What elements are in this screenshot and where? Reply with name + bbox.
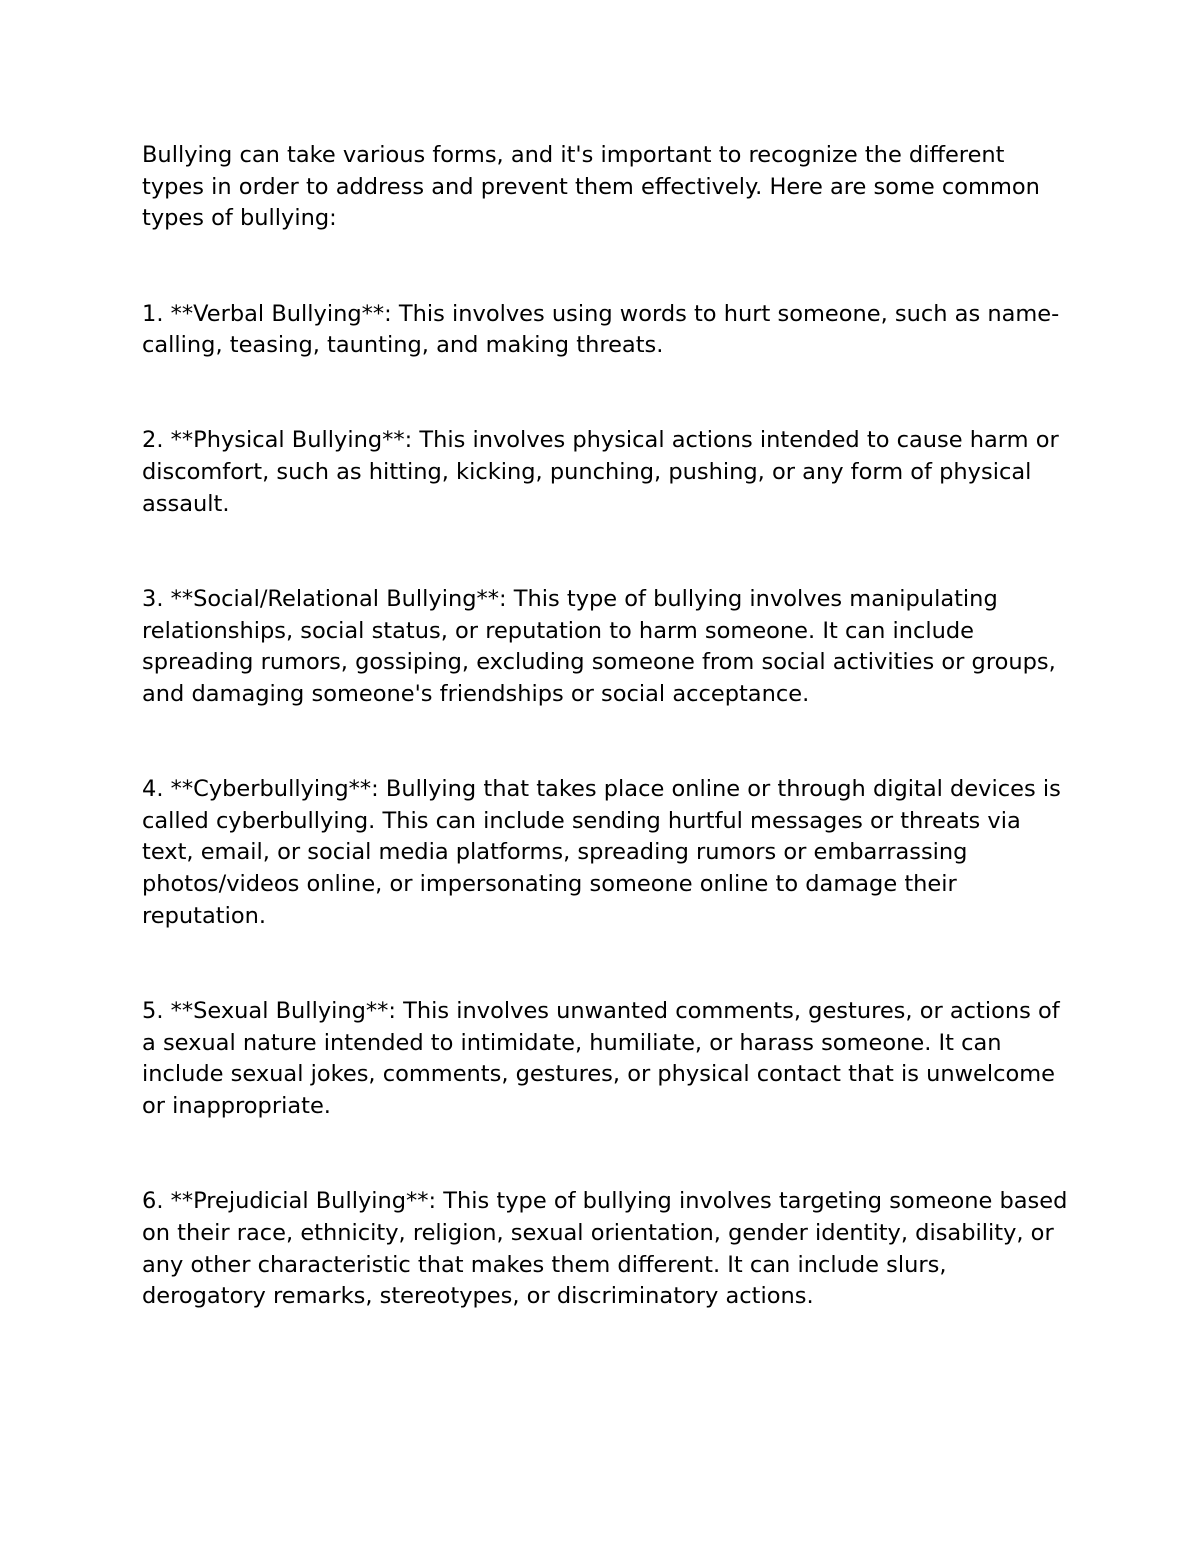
list-item-social-relational-bullying: 3. **Social/Relational Bullying**: This type of bullying involves manipulating relationships, social status, or reputation to harm someone. It can include spreading rumors, gossiping, excluding someone from social activities or groups, and damaging someone's friendships or social acceptance. [142,585,1056,707]
list-item-sexual-bullying: 5. **Sexual Bullying**: This involves unwanted comments, gestures, or actions of a sexual nature intended to intimidate, humiliate, or harass someone. It can include sexual jokes, comments, gestures, or physical contact that is unwelcome or inappropriate. [142,997,1060,1120]
document-body [142,140,1072,1376]
intro-paragraph: Bullying can take various forms, and it's important to recognize the different types in order to address and prevent them effectively. Here are some common types of bullying: [142,142,1040,232]
list-item-prejudicial-bullying: 6. **Prejudicial Bullying**: This type of bullying involves targeting someone based on their race, ethnicity, religion, sexual orientation, gender identity, disability, or any other characteristic that makes them different. It can include slurs, derogatory remarks, stereotypes, or discriminatory actions. [142,1188,1068,1310]
list-item-physical-bullying: 2. **Physical Bullying**: This involves physical actions intended to cause harm or discomfort, such as hitting, kicking, punching, pushing, or any form of physical assault. [142,427,1059,517]
list-item-verbal-bullying: 1. **Verbal Bullying**: This involves using words to hurt someone, such as name-calling, teasing, taunting, and making threats. [142,300,1060,359]
list-item-cyberbullying: 4. **Cyberbullying**: Bullying that takes place online or through digital devices is called cyberbullying. This can include sending hurtful messages or threats via text, email, or social media platforms, spreading rumors or embarrassing photos/videos online, or impersonating someone online to damage their reputation. [142,776,1061,929]
